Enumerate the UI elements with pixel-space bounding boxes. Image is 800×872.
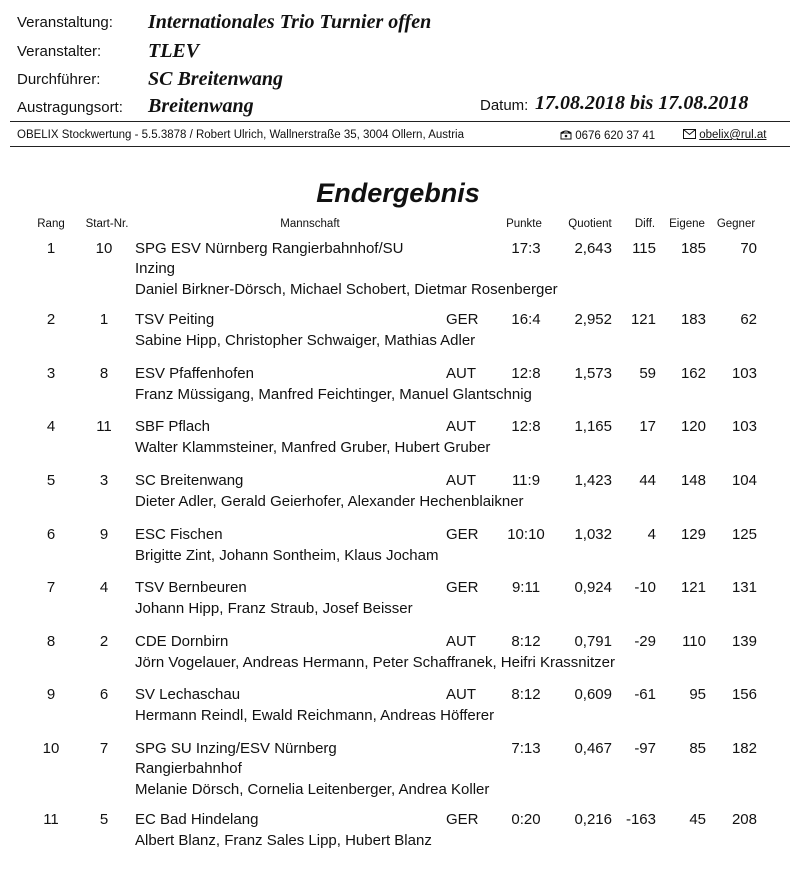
start-cell: 10: [95, 240, 113, 257]
diff-cell: -61: [634, 686, 656, 703]
veranstaltung-value: Internationales Trio Turnier offen: [148, 11, 432, 33]
diff-cell: -29: [634, 633, 656, 650]
diff-cell: 59: [639, 365, 656, 382]
austragungsort-value: Breitenwang: [148, 95, 254, 117]
team-name: SBF Pflach: [135, 418, 211, 435]
team-name: SPG ESV Nürnberg Rangierbahnhof/SU Inzing: [135, 240, 404, 277]
quotient-cell: 0,216: [574, 811, 612, 828]
team-name: SV Lechaschau: [135, 686, 241, 703]
gegner-cell: 156: [731, 686, 757, 703]
eigene-cell: 110: [682, 633, 706, 650]
team-members: Johann Hipp, Franz Straub, Josef Beisser: [135, 600, 413, 617]
quotient-cell: 0,924: [574, 579, 612, 596]
col-diff: Diff.: [634, 218, 656, 230]
header-rule-top: [10, 121, 790, 122]
rang-cell: 11: [43, 811, 59, 828]
col-start: Start-Nr.: [85, 218, 129, 230]
diff-cell: 115: [632, 240, 656, 257]
rang-cell: 2: [46, 311, 56, 328]
eigene-cell: 95: [689, 686, 706, 703]
diff-cell: 17: [639, 418, 656, 435]
software-credit: OBELIX Stockwertung - 5.5.3878 / Robert Ulrich, Wallnerstraße 35, 3004 Ollern, Austria: [17, 129, 465, 141]
punkte-cell: 8:12: [511, 633, 541, 650]
rang-cell: 8: [46, 633, 56, 650]
quotient-cell: 2,643: [574, 240, 612, 257]
team-members: Walter Klammsteiner, Manfred Gruber, Hubert Gruber: [135, 439, 491, 456]
quotient-cell: 1,165: [574, 418, 612, 435]
country-cell: AUT: [446, 472, 476, 489]
punkte-cell: 11:9: [511, 472, 541, 489]
col-gegner: Gegner: [716, 218, 756, 230]
start-cell: 3: [99, 472, 109, 489]
gegner-cell: 62: [740, 311, 757, 328]
durchfuehrer-value: SC Breitenwang: [148, 68, 284, 90]
eigene-cell: 185: [680, 240, 706, 257]
start-cell: 4: [99, 579, 109, 596]
col-rang: Rang: [37, 218, 65, 230]
start-cell: 1: [99, 311, 109, 328]
punkte-cell: 12:8: [511, 418, 541, 435]
col-team: Mannschaft: [280, 218, 340, 230]
rang-cell: 6: [46, 526, 56, 543]
eigene-cell: 148: [680, 472, 706, 489]
punkte-cell: 10:10: [507, 526, 545, 543]
diff-cell: -10: [634, 579, 656, 596]
gegner-cell: 208: [731, 811, 757, 828]
team-members: Daniel Birkner-Dörsch, Michael Schobert, Dietmar Rosenberger: [135, 281, 558, 298]
punkte-cell: 17:3: [511, 240, 541, 257]
team-name: SC Breitenwang: [135, 472, 244, 489]
eigene-cell: 129: [680, 526, 706, 543]
team-name: EC Bad Hindelang: [135, 811, 259, 828]
eigene-cell: 183: [680, 311, 706, 328]
eigene-cell: 120: [680, 418, 706, 435]
page-title: Endergebnis: [316, 178, 480, 208]
team-name: TSV Peiting: [135, 311, 215, 328]
start-cell: 7: [99, 740, 109, 757]
col-eigene: Eigene: [669, 218, 705, 230]
country-cell: AUT: [446, 633, 476, 650]
quotient-cell: 0,791: [574, 633, 612, 650]
country-cell: AUT: [446, 686, 476, 703]
country-cell: GER: [446, 526, 479, 543]
team-members: Jörn Vogelauer, Andreas Hermann, Peter Schaffranek, Heifri Krassnitzer: [135, 654, 615, 671]
team-members: Albert Blanz, Franz Sales Lipp, Hubert Blanz: [135, 832, 432, 849]
col-punkte: Punkte: [506, 218, 542, 230]
team-name: SPG SU Inzing/ESV Nürnberg Rangierbahnhof: [135, 740, 337, 777]
datum-value: 17.08.2018 bis 17.08.2018: [535, 92, 749, 114]
datum-label: Datum:: [480, 97, 529, 114]
diff-cell: 44: [639, 472, 656, 489]
quotient-cell: 1,423: [574, 472, 612, 489]
rang-cell: 5: [46, 472, 56, 489]
eigene-cell: 121: [680, 579, 706, 596]
eigene-cell: 162: [680, 365, 706, 382]
rang-cell: 9: [46, 686, 56, 703]
diff-cell: -163: [625, 811, 656, 828]
punkte-cell: 0:20: [511, 811, 541, 828]
team-members: Sabine Hipp, Christopher Schwaiger, Mathias Adler: [135, 332, 476, 349]
quotient-cell: 0,609: [574, 686, 612, 703]
team-name: ESC Fischen: [135, 526, 223, 543]
mail-icon: [683, 129, 696, 139]
start-cell: 8: [99, 365, 109, 382]
rang-cell: 1: [46, 240, 56, 257]
veranstaltung-label: Veranstaltung:: [17, 14, 113, 31]
punkte-cell: 16:4: [511, 311, 541, 328]
punkte-cell: 12:8: [511, 365, 541, 382]
punkte-cell: 9:11: [511, 579, 541, 596]
diff-cell: 4: [647, 526, 656, 543]
rang-cell: 7: [46, 579, 56, 596]
country-cell: AUT: [446, 365, 476, 382]
eigene-cell: 85: [689, 740, 706, 757]
phone-number: 0676 620 37 41: [575, 130, 656, 142]
team-name: TSV Bernbeuren: [135, 579, 247, 596]
diff-cell: -97: [634, 740, 656, 757]
quotient-cell: 1,573: [574, 365, 612, 382]
email-link[interactable]: obelix@rul.at: [699, 129, 767, 141]
punkte-cell: 8:12: [511, 686, 541, 703]
veranstalter-label: Veranstalter:: [17, 43, 102, 60]
start-cell: 6: [99, 686, 109, 703]
austragungsort-label: Austragungsort:: [17, 99, 123, 116]
phone-contact: [560, 129, 655, 142]
diff-cell: 121: [630, 311, 656, 328]
country-cell: GER: [446, 579, 479, 596]
team-members: Dieter Adler, Gerald Geierhofer, Alexander Hechenblaikner: [135, 493, 524, 510]
country-cell: GER: [446, 311, 479, 328]
punkte-cell: 7:13: [511, 740, 541, 757]
rang-cell: 10: [42, 740, 60, 757]
rang-cell: 3: [46, 365, 56, 382]
header-rule-bottom: [10, 146, 790, 147]
team-members: Brigitte Zint, Johann Sontheim, Klaus Jocham: [135, 547, 439, 564]
quotient-cell: 1,032: [574, 526, 612, 543]
country-cell: GER: [446, 811, 479, 828]
team-members: Hermann Reindl, Ewald Reichmann, Andreas Höfferer: [135, 707, 495, 724]
team-name: ESV Pfaffenhofen: [135, 365, 254, 382]
start-cell: 2: [99, 633, 109, 650]
durchfuehrer-label: Durchführer:: [17, 71, 101, 88]
gegner-cell: 139: [731, 633, 757, 650]
quotient-cell: 2,952: [574, 311, 612, 328]
team-members: Franz Müssigang, Manfred Feichtinger, Manuel Glantschnig: [135, 386, 532, 403]
country-cell: AUT: [446, 418, 476, 435]
start-cell: 11: [96, 418, 112, 435]
team-name: CDE Dornbirn: [135, 633, 229, 650]
rang-cell: 4: [46, 418, 56, 435]
gegner-cell: 103: [731, 418, 757, 435]
gegner-cell: 131: [731, 579, 757, 596]
gegner-cell: 182: [731, 740, 757, 757]
team-members: Melanie Dörsch, Cornelia Leitenberger, Andrea Koller: [135, 781, 490, 798]
email-contact: [683, 129, 767, 141]
gegner-cell: 103: [731, 365, 757, 382]
col-quotient: Quotient: [568, 218, 612, 230]
start-cell: 5: [99, 811, 109, 828]
gegner-cell: 125: [731, 526, 757, 543]
gegner-cell: 104: [731, 472, 757, 489]
gegner-cell: 70: [740, 240, 757, 257]
start-cell: 9: [99, 526, 109, 543]
quotient-cell: 0,467: [574, 740, 612, 757]
eigene-cell: 45: [689, 811, 706, 828]
veranstalter-value: TLEV: [148, 40, 200, 62]
phone-icon: [560, 129, 572, 140]
